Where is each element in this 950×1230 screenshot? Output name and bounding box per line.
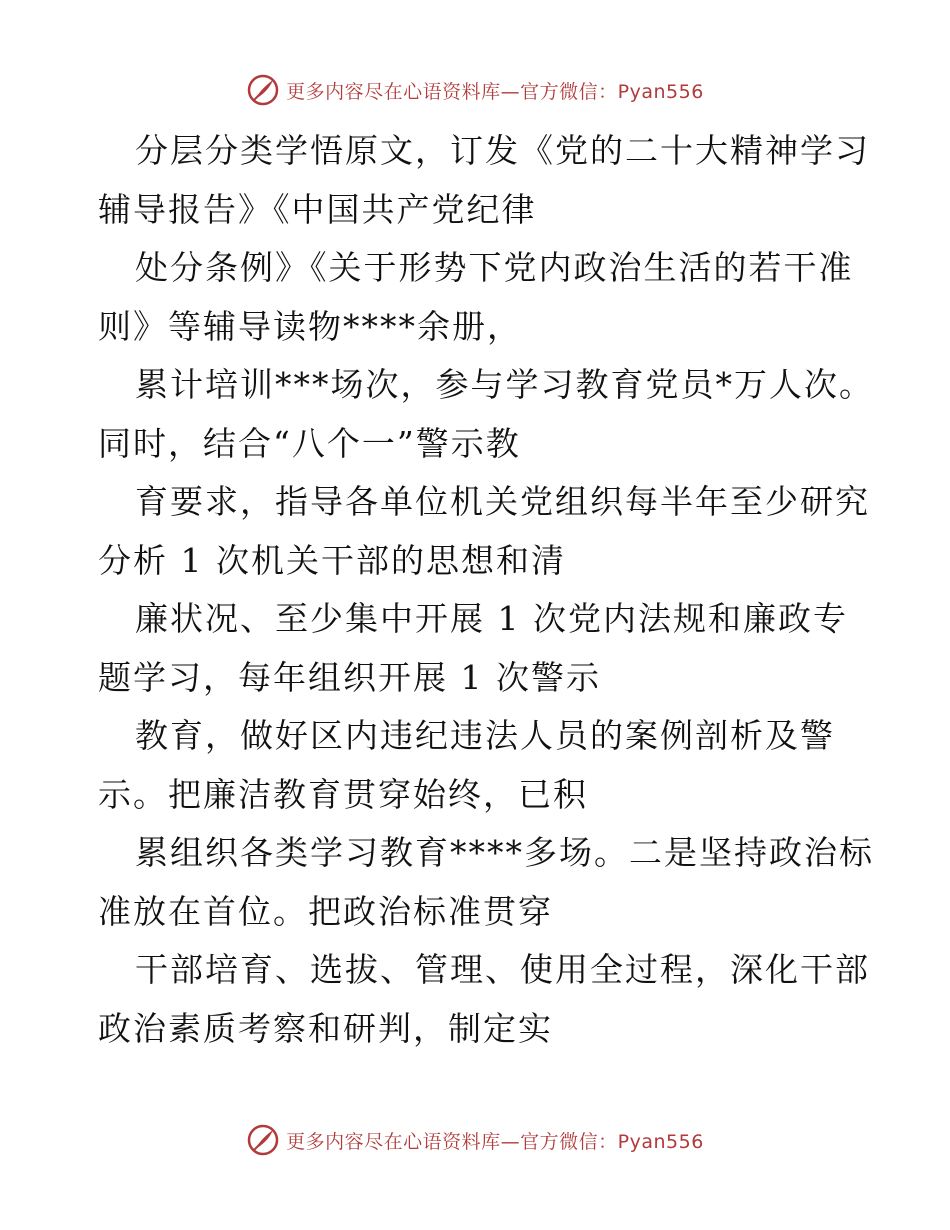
header-banner-text: 更多内容尽在心语资料库—官方微信：Pyan556 (286, 80, 704, 103)
text-line: 政治素质考察和研判，制定实 (98, 1008, 553, 1048)
text-line: 处分条例》《关于形势下党内政治生活的若干准 (135, 248, 854, 287)
text-line: 育要求，指导各单位机关党组织每半年至少研究 (135, 482, 870, 521)
text-line: 累计培训***场次，参与学习教育党员*万人次。 (135, 365, 874, 404)
feather-quill-logo-icon (246, 73, 280, 107)
text-line: 辅导报告》《中国共产党纪律 (98, 189, 537, 229)
footer-banner-text: 更多内容尽在心语资料库—官方微信：Pyan556 (286, 1130, 704, 1153)
text-line: 示。把廉洁教育贯穿始终，已积 (98, 774, 588, 814)
text-line: 准放在首位。把政治标准贯穿 (98, 891, 553, 931)
text-line: 累组织各类学习教育****多场。二是坚持政治标 (135, 833, 874, 872)
text-line: 同时，结合“八个一”警示教 (98, 423, 521, 463)
text-line: 教育，做好区内违纪违法人员的案例剖析及警 (135, 716, 835, 755)
header-banner (0, 70, 950, 110)
text-line: 干部培育、选拔、管理、使用全过程，深化干部 (135, 950, 870, 989)
text-line: 廉状况、至少集中开展 1 次党内法规和廉政专 (135, 599, 848, 638)
text-line: 则》等辅导读物****余册， (98, 306, 522, 346)
feather-quill-logo-icon (246, 1123, 280, 1157)
text-line: 分析 1 次机关干部的思想和清 (98, 540, 566, 580)
text-line: 分层分类学悟原文，订发《党的二十大精神学习 (135, 131, 870, 170)
document-body (98, 122, 874, 1058)
text-line: 题学习，每年组织开展 1 次警示 (98, 657, 601, 697)
footer-banner (0, 1120, 950, 1160)
